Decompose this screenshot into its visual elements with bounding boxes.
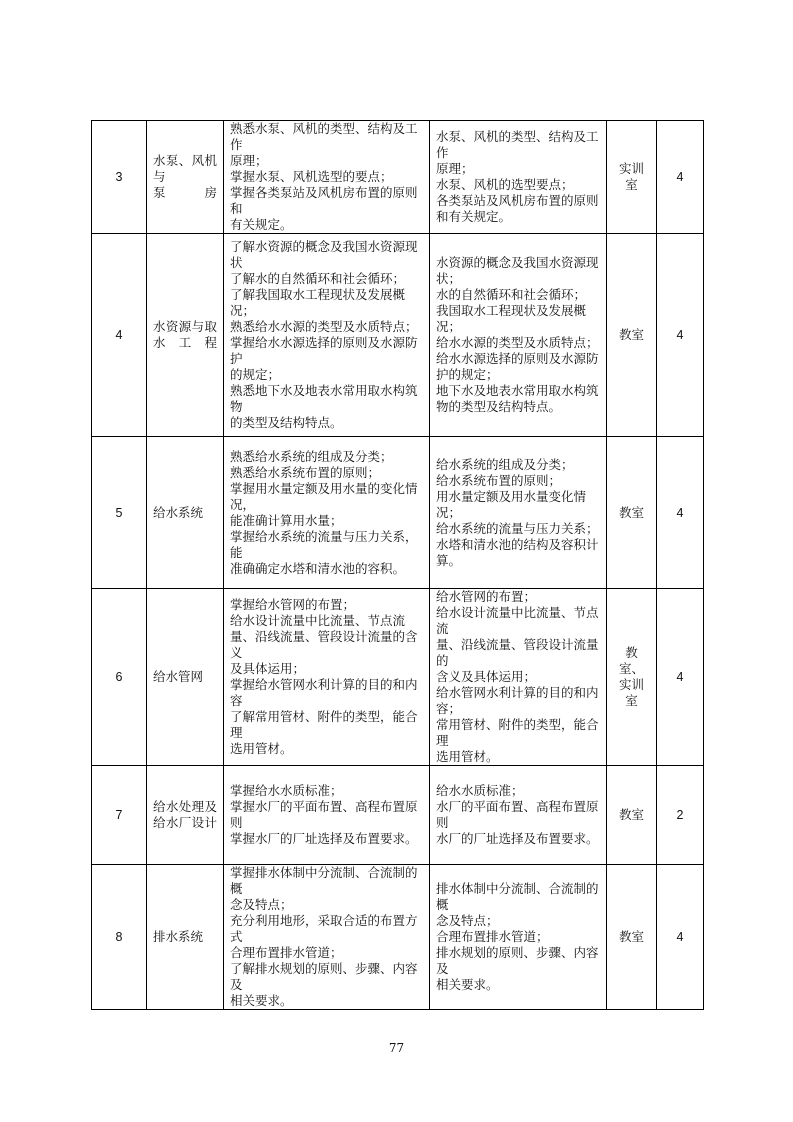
curriculum-table <box>91 120 704 1010</box>
unit-title-line: 水泵、风机与 <box>153 153 217 184</box>
teaching-place-line: 实训室 <box>618 161 644 192</box>
requirement-line: 准确确定水塔和清水池的容积。 <box>230 560 406 576</box>
content-line: 地下水及地表水常用取水构筑 <box>436 383 599 398</box>
unit-title-line: 泵房 <box>153 185 217 200</box>
class-hours: 4 <box>657 865 704 1010</box>
requirement-line: 了解常用管材、附件的类型，能合理 <box>230 709 418 740</box>
table-row <box>92 589 704 766</box>
row-number: 5 <box>92 437 147 589</box>
unit-title <box>147 865 224 1010</box>
content-line: 状； <box>436 271 462 286</box>
class-hours: 4 <box>657 121 704 234</box>
requirement-line: 充分利用地形，采取合适的布置方式 <box>230 913 418 944</box>
learning-requirements <box>224 121 430 234</box>
teaching-place-line: 教室 <box>618 929 644 944</box>
requirement-line: 熟悉地下水及地表水常用取水构筑物 <box>230 383 418 414</box>
content-line: 给水水源的类型及水质特点； <box>436 335 599 350</box>
teaching-place-line: 教室 <box>618 807 644 822</box>
requirement-line: 的规定； <box>230 367 281 382</box>
row-number: 3 <box>92 121 147 234</box>
requirement-line: 掌握用水量定额及用水量的变化情况， <box>230 480 418 512</box>
requirement-line: 能准确计算用水量； <box>230 512 343 528</box>
requirement-line: 掌握给水水源选择的原则及水源防护 <box>230 335 418 366</box>
requirement-line: 了解水的自然循环和社会循环； <box>230 271 406 286</box>
content-line: 给水系统布置的原则； <box>436 472 562 488</box>
content-line: 水的自然循环和社会循环； <box>436 287 587 302</box>
requirement-line: 念及特点； <box>230 897 293 912</box>
requirement-line: 原理； <box>230 153 268 168</box>
teaching-content <box>430 437 607 589</box>
teaching-content <box>430 766 607 865</box>
content-line: 合理布置排水管道； <box>436 929 549 944</box>
requirement-line: 给水设计流量中比流量、节点流 <box>230 613 406 628</box>
requirement-line: 掌握给水管网的布置； <box>230 597 356 612</box>
content-line: 给水管网水利计算的目的和内 <box>436 685 599 700</box>
content-line: 含义及具体运用； <box>436 669 537 684</box>
content-line: 水资源的概念及我国水资源现 <box>436 255 599 270</box>
class-hours: 4 <box>657 589 704 766</box>
content-line: 量、沿线流量、管段设计流量的 <box>436 637 599 668</box>
requirement-line: 了解我国取水工程现状及发展概况； <box>230 287 406 318</box>
requirement-line: 有关规定。 <box>230 217 293 232</box>
row-number: 6 <box>92 589 147 766</box>
requirement-line: 及具体运用； <box>230 661 306 676</box>
requirement-line: 熟悉给水系统的组成及分类； <box>230 448 393 464</box>
requirement-line: 熟悉给水水源的类型及水质特点； <box>230 319 418 334</box>
requirement-line: 的类型及结构特点。 <box>230 415 343 430</box>
unit-title-line: 给水处理及 <box>153 799 217 814</box>
content-line: 念及特点； <box>436 913 499 928</box>
teaching-content <box>430 589 607 766</box>
content-line: 物的类型及结构特点。 <box>436 399 562 414</box>
content-line: 给水水质标准； <box>436 783 524 798</box>
table-row <box>92 121 704 234</box>
requirement-line: 掌握各类泵站及风机房布置的原则和 <box>230 185 418 216</box>
teaching-place-line: 教室、 <box>618 645 644 676</box>
unit-title-line: 排水系统 <box>153 929 204 944</box>
learning-requirements <box>224 865 430 1010</box>
content-line: 算。 <box>436 552 462 568</box>
content-line: 水泵、风机的选型要点； <box>436 177 574 192</box>
learning-requirements <box>224 589 430 766</box>
class-hours: 4 <box>657 234 704 437</box>
row-number: 4 <box>92 234 147 437</box>
table-row <box>92 234 704 437</box>
learning-requirements <box>224 234 430 437</box>
teaching-place <box>607 766 657 865</box>
unit-title <box>147 121 224 234</box>
requirement-line: 熟悉水泵、风机的类型、结构及工作 <box>230 121 418 152</box>
requirement-line: 了解水资源的概念及我国水资源现状 <box>230 239 418 270</box>
content-line: 水泵、风机的类型、结构及工作 <box>436 129 599 160</box>
content-line: 给水系统的组成及分类； <box>436 456 574 472</box>
content-line: 护的规定； <box>436 367 499 382</box>
unit-title-line: 给水管网 <box>153 669 204 684</box>
requirement-line: 量、沿线流量、管段设计流量的含义 <box>230 629 418 660</box>
learning-requirements <box>224 437 430 589</box>
teaching-content <box>430 121 607 234</box>
table-row <box>92 865 704 1010</box>
requirement-line: 选用管材。 <box>230 741 293 756</box>
teaching-place <box>607 234 657 437</box>
content-line: 我国取水工程现状及发展概况； <box>436 303 587 334</box>
content-line: 选用管材。 <box>436 749 499 764</box>
content-line: 水厂的平面布置、高程布置原则 <box>436 799 599 830</box>
unit-title <box>147 234 224 437</box>
teaching-content <box>430 234 607 437</box>
teaching-place <box>607 589 657 766</box>
requirement-line: 熟悉给水系统布置的原则； <box>230 464 381 480</box>
teaching-place <box>607 121 657 234</box>
teaching-place-line: 教室 <box>618 504 644 520</box>
unit-title-line: 给水系统 <box>153 504 204 520</box>
teaching-place-line: 实训室 <box>618 677 644 708</box>
unit-title <box>147 589 224 766</box>
content-line: 容； <box>436 701 462 716</box>
row-number: 8 <box>92 865 147 1010</box>
content-line: 排水体制中分流制、合流制的概 <box>436 881 599 912</box>
content-line: 给水水源选择的原则及水源防 <box>436 351 599 366</box>
learning-requirements <box>224 766 430 865</box>
content-line: 水塔和清水池的结构及容积计 <box>436 536 599 552</box>
content-line: 用水量定额及用水量变化情况； <box>436 488 587 520</box>
content-line: 相关要求。 <box>436 977 499 992</box>
unit-title-line: 水资源与取 <box>153 319 217 334</box>
content-line: 和有关规定。 <box>436 209 512 224</box>
content-line: 原理； <box>436 161 474 176</box>
unit-title-line: 水工程 <box>153 335 217 350</box>
requirement-line: 了解排水规划的原则、步骤、内容及 <box>230 961 418 992</box>
table-row <box>92 437 704 589</box>
teaching-place-line: 教室 <box>618 327 644 342</box>
page-number: 77 <box>388 1041 405 1055</box>
requirement-line: 合理布置排水管道； <box>230 945 343 960</box>
content-line: 给水设计流量中比流量、节点流 <box>436 605 599 636</box>
class-hours: 2 <box>657 766 704 865</box>
requirement-line: 掌握给水系统的流量与压力关系，能 <box>230 528 418 560</box>
content-line: 排水规划的原则、步骤、内容及 <box>436 945 599 976</box>
unit-title <box>147 766 224 865</box>
requirement-line: 相关要求。 <box>230 993 293 1008</box>
unit-title <box>147 437 224 589</box>
teaching-place <box>607 437 657 589</box>
content-line: 水厂的厂址选择及布置要求。 <box>436 831 599 846</box>
requirement-line: 掌握水厂的厂址选择及布置要求。 <box>230 831 418 846</box>
requirement-line: 掌握给水管网水利计算的目的和内容 <box>230 677 418 708</box>
content-line: 给水系统的流量与压力关系； <box>436 520 599 536</box>
teaching-place <box>607 865 657 1010</box>
requirement-line: 掌握水泵、风机选型的要点； <box>230 169 393 184</box>
teaching-content <box>430 865 607 1010</box>
row-number: 7 <box>92 766 147 865</box>
requirement-line: 掌握排水体制中分流制、合流制的概 <box>230 865 418 896</box>
table-row <box>92 766 704 865</box>
content-line: 给水管网的布置； <box>436 589 537 604</box>
content-line: 各类泵站及风机房布置的原则 <box>436 193 599 208</box>
requirement-line: 掌握给水水质标准； <box>230 783 343 798</box>
unit-title-line: 给水厂设计 <box>153 815 217 830</box>
class-hours: 4 <box>657 437 704 589</box>
content-line: 常用管材、附件的类型，能合理 <box>436 717 599 748</box>
requirement-line: 掌握水厂的平面布置、高程布置原则 <box>230 799 418 830</box>
